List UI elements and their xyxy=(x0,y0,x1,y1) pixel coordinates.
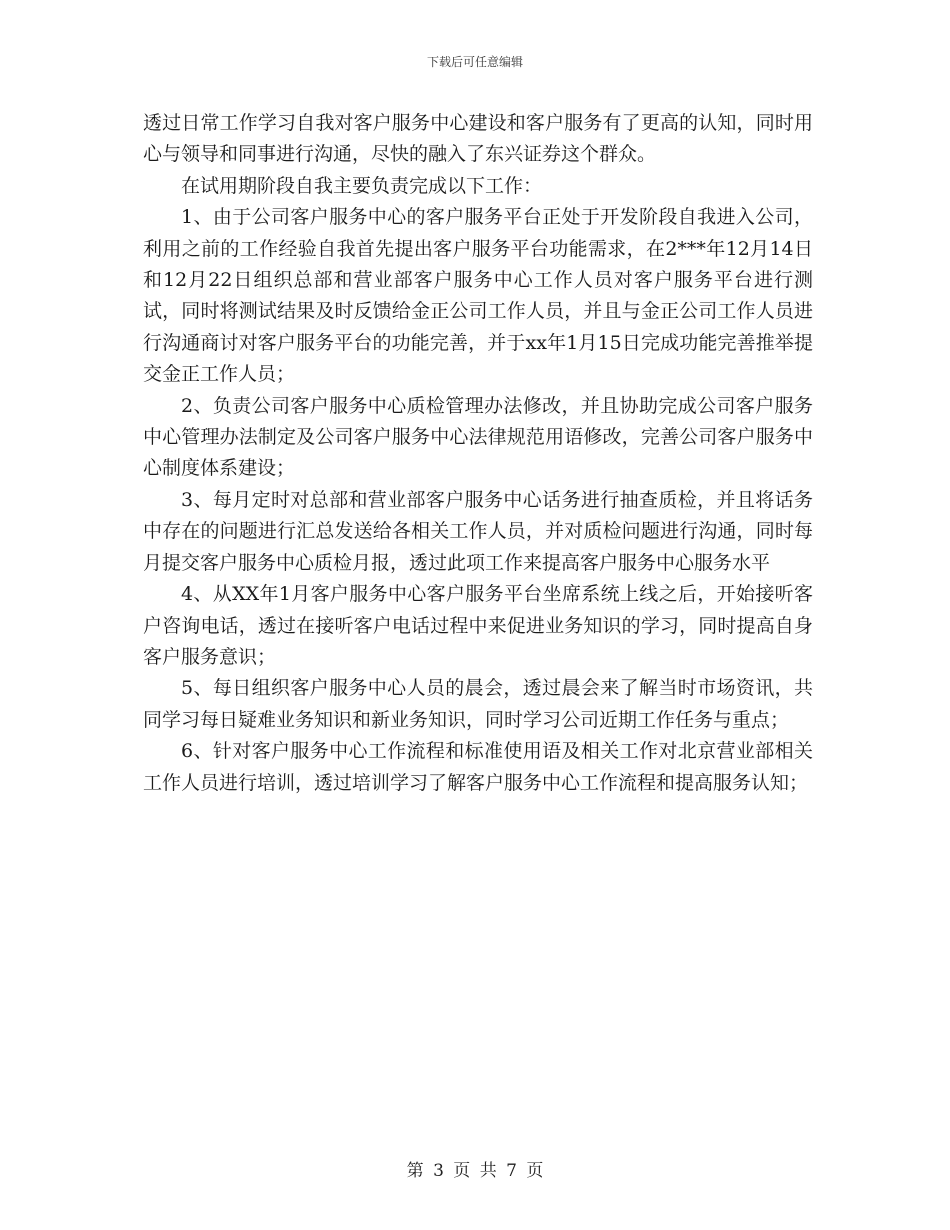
paragraph-item-3: 3、每月定时对总部和营业部客户服务中心话务进行抽查质检，并且将话务中存在的问题进行汇总发送给各相关工作人员，并对质检问题进行沟通，同时每月提交客户服务中心质检月报，透过此项工作来提高客户服务中心服务水平 xyxy=(143,488,813,574)
paragraph-item-6: 6、针对客户服务中心工作流程和标准使用语及相关工作对北京营业部相关工作人员进行培训，透过培训学习了解客户服务中心工作流程和提高服务认知； xyxy=(143,740,813,794)
paragraph-intro: 透过日常工作学习自我对客户服务中心建设和客户服务有了更高的认知，同时用心与领导和同事进行沟通，尽快的融入了东兴证券这个群众。 xyxy=(143,112,813,166)
document-body xyxy=(143,108,813,799)
page-header: 下载后可任意编辑 xyxy=(426,55,523,69)
paragraph-work-heading: 在试用期阶段自我主要负责完成以下工作： xyxy=(181,174,543,197)
paragraph-item-5: 5、每日组织客户服务中心人员的晨会，透过晨会来了解当时市场资讯，共同学习每日疑难业务知识和新业务知识，同时学习公司近期工作任务与重点； xyxy=(143,677,813,731)
paragraph-item-2: 2、负责公司客户服务中心质检管理办法修改，并且协助完成公司客户服务中心管理办法制定及公司客户服务中心法律规范用语修改，完善公司客户服务中心制度体系建设； xyxy=(143,394,813,480)
page-footer: 第 3 页 共 7 页 xyxy=(406,1161,544,1181)
paragraph-item-1: 1、由于公司客户服务中心的客户服务平台正处于开发阶段自我进入公司，利用之前的工作经验自我首先提出客户服务平台功能需求，在2***年12月14日和12月22日组织总部和营业部客户服务中心工作人员对客户服务平台进行测试，同时将测试结果及时反馈给金正公司工作人员，并且与金正公司工作人员进行沟通商讨对客户服务平台的功能完善，并于xx年1月15日完成功能完善推举提交金正工作人员； xyxy=(143,206,813,386)
paragraph-item-4: 4、从XX年1月客户服务中心客户服务平台坐席系统上线之后，开始接听客户咨询电话，透过在接听客户电话过程中来促进业务知识的学习，同时提高自身客户服务意识； xyxy=(143,583,813,668)
